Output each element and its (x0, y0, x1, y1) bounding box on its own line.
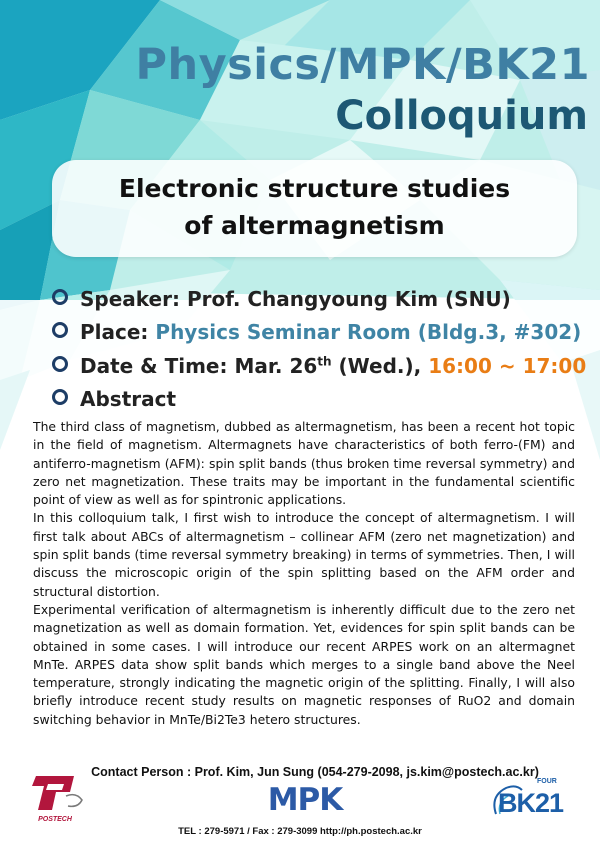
speaker-row (52, 287, 511, 311)
speaker-value: Prof. Changyoung Kim (SNU) (186, 287, 511, 311)
postech-logo-icon (30, 770, 90, 820)
postech-logo-label: POSTECH (38, 816, 72, 823)
bullet-icon (52, 289, 68, 305)
colloquium-title-line1: Physics/MPK/BK21 (135, 40, 590, 90)
talk-title-line1: Electronic structure studies (118, 174, 511, 203)
abstract-paragraph-1: The third class of magnetism, dubbed as altermagnetism, has been a recent hot topic in the field of magnetism. Altermagnets have characteristics of both ferro-(FM) and antiferro-magnetism (AFM): spin split bands (thus broken time reversal symmetry) and zero net magnetization. These traits may be important in the fundamental scientific point of view as well as for spintronic applications. (33, 419, 575, 508)
bullet-icon (52, 389, 68, 405)
colloquium-title-line2: Colloquium (335, 93, 588, 139)
date-row (52, 354, 586, 378)
time-separator: ~ (498, 354, 516, 378)
abstract-heading-row (52, 387, 176, 411)
abstract-paragraph-2: In this colloquium talk, I first wish to introduce the concept of altermagnetism. I will first talk about ABCs of altermagnetism – collinear AFM (zero net magnetization) and spin split bands (time reversal symmetry breaking) in terms of symmetries. Then, I will discuss the microscopic origin of the spin splitting based on the AFM order and structural distortion. (33, 510, 575, 599)
date-suffix: th (317, 354, 332, 369)
talk-title (52, 170, 577, 244)
end-time: 17:00 (522, 354, 587, 378)
date-day: (Wed.), (338, 354, 422, 378)
abstract-heading: Abstract (80, 387, 177, 411)
date-label: Date & Time: (80, 354, 228, 378)
bullet-icon (52, 356, 68, 372)
footer-contact-info: TEL : 279-5971 / Fax : 279-3099 http://ph.postech.ac.kr (178, 826, 422, 837)
mpk-logo: MPK (267, 782, 343, 818)
bk21-four-label: FOUR (537, 778, 557, 785)
start-time: 16:00 (428, 354, 492, 378)
bullet-icon (52, 322, 68, 338)
place-label: Place: (80, 320, 149, 344)
abstract-paragraph-3: Experimental verification of altermagnetism is inherently difficult due to the zero net magnetization as well as domain formation. Yet, evidences for spin split bands can be obtained in some cases. I will introduce our recent ARPES work on an altermagnet MnTe. ARPES data show split bands which merges to a single band above the Neel temperature, strongly indicating the magnetic origin of the splitting. Finally, I will also briefly introduce recent study results on magnetic responses of RuO2 and domain switching behavior in MnTe/Bi2Te3 hetero structures. (33, 601, 575, 727)
place-value: Physics Seminar Room (Bldg.3, #302) (155, 320, 582, 344)
contact-person: Contact Person : Prof. Kim, Jun Sung (054-279-2098, js.kim@postech.ac.kr) (91, 765, 539, 779)
date-value: Mar. 26 (234, 354, 318, 378)
speaker-label: Speaker: (80, 287, 180, 311)
bk21-logo-text: BK21 (498, 788, 564, 818)
talk-title-line2: of altermagnetism (184, 211, 445, 240)
abstract-body (33, 418, 575, 729)
place-row (52, 320, 581, 344)
